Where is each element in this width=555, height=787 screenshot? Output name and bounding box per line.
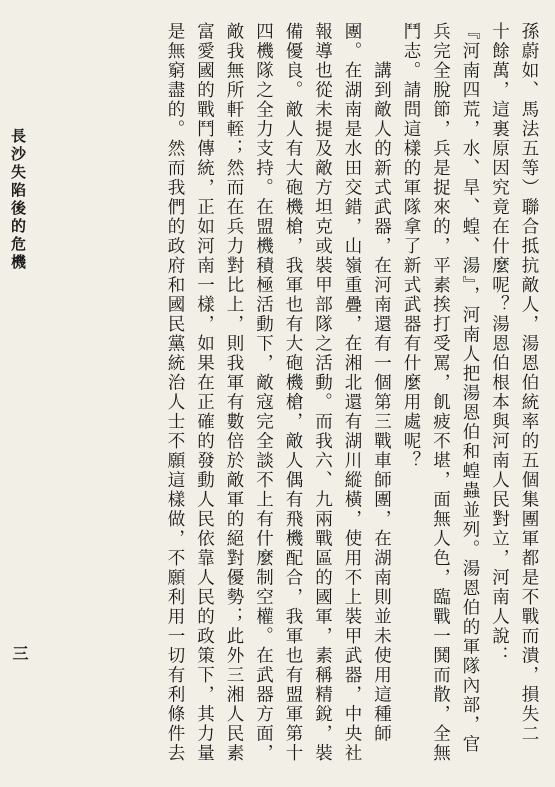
text-line: 敵我無所軒輊；然而在兵力對比上，則我軍有數倍於敵軍的絕對優勢；此外三湘人民素 bbox=[224, 22, 244, 763]
text-line: 備優良。敵人有大砲機槍，我軍也有大砲機槍，敵人偶有飛機配合，我軍也有盟軍第十 bbox=[283, 22, 303, 763]
body-text bbox=[160, 22, 544, 777]
text-line: 四機隊之全力支持。在盟機積極活動下，敵寇完全談不上有什麼制空權。在武器方面， bbox=[253, 22, 274, 763]
text-line: 團。在湖南是水田交錯，山嶺重疊，在湘北還有湖川縱橫，使用不上裝甲武器，中央社 bbox=[342, 22, 362, 763]
text-line: 十餘萬，這裏原因究竟在什麼呢？湯恩伯根本與河南人民對立，河南人說： bbox=[489, 22, 510, 666]
page-number: 三 bbox=[10, 645, 29, 661]
text-line: 富愛國的戰鬥傳統，正如河南一樣，如果在正確的發動人民依靠人民的政策下，其力量 bbox=[194, 22, 215, 763]
text-line: 講到敵人的新式武器，在河南還有一個第三戰車師團，在湖南則並未使用這種師 bbox=[371, 22, 392, 744]
text-line: 鬥志。請問這樣的軍隊拿了新式武器有什麼用處呢？ bbox=[401, 22, 421, 471]
text-line: 是無窮盡的。然而我們的政府和國民黨統治人士不願這樣做，不願利用一切有利條件去 bbox=[165, 22, 185, 763]
text-line: 兵完全脫節，兵是捉來的，平素挨打受罵，飢疲不堪，面無人色，臨戰一鬨而散，全無 bbox=[430, 22, 451, 763]
text-line: 報導也從未提及敵方坦克或裝甲部隊之活動。而我六、九兩戰區的國軍，素稱精銳，裝 bbox=[312, 22, 333, 763]
text-line: 孫蔚如、馬法五等）聯合抵抗敵人，湯恩伯統率的五個集團軍都是不戰而潰，損失二 bbox=[519, 22, 539, 744]
running-title: 長沙失陷後的危機 bbox=[9, 128, 27, 272]
text-line: 『河南四荒，水、旱、蝗、湯』，河南人把湯恩伯和蝗蟲並列。湯恩伯的軍隊內部，官 bbox=[460, 22, 480, 755]
